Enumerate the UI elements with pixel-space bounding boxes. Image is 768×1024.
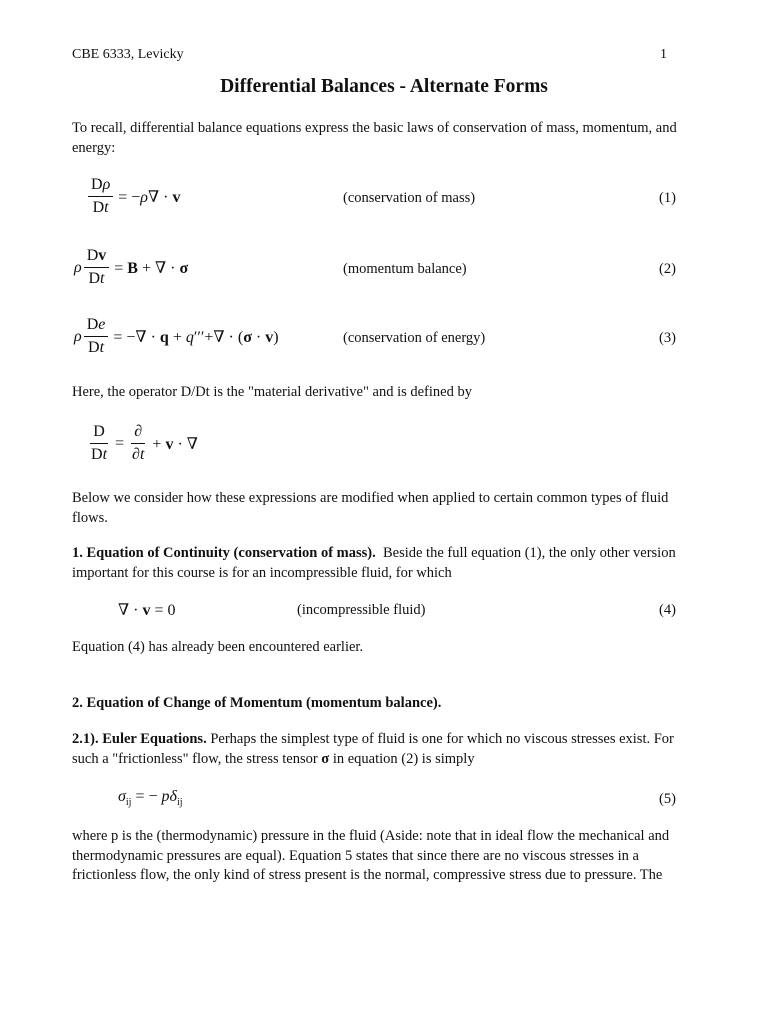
final-paragraph: where p is the (thermodynamic) pressure in the fluid (Aside: note that in ideal flow the mechanical and thermodynamic pressures are equal). Equation 5 states that since there are no viscous stresses in a frictionless flow, the only kind of stress present is the normal, compressive stress due to pressure. The xyxy=(72,828,670,883)
eq4-number: (4) xyxy=(659,602,676,618)
eq2-label: (momentum balance) xyxy=(343,261,467,277)
page-title: Differential Balances - Alternate Forms xyxy=(220,76,548,97)
fluid-flows-paragraph: Below we consider how these expressions are modified when applied to certain common types of fluid flows. xyxy=(72,490,669,526)
equation-energy: ρ $\frac{De}{Dt}$ = −∇ · q + q′′′+∇ · (σ · v) xyxy=(74,316,279,356)
fraction: $\frac{Dv}{Dt}$ xyxy=(84,247,110,288)
fraction: $\frac{D}{Dt}$ xyxy=(91,423,108,463)
eq3-label: (conservation of energy) xyxy=(343,330,486,346)
page-number: 1 xyxy=(660,47,667,62)
section-2-1-heading: 2.1). Euler Equations. xyxy=(72,731,207,747)
course-header: CBE 6333, Levicky xyxy=(72,47,184,62)
eq3-number: (3) xyxy=(659,330,676,346)
eq1-label: (conservation of mass) xyxy=(343,190,476,206)
sigma-symbol: σ xyxy=(321,750,330,767)
section-2-1-text-a: Perhaps the simplest type of fluid is one for which no viscous stresses exist. For such a "frictionless" flow, the stress tensor xyxy=(72,731,674,767)
section-2-1-text-b: in equation (2) is simply xyxy=(332,750,475,767)
material-derivative-text: Here, the operator D/Dt is the "material derivative" and is defined by xyxy=(72,384,472,400)
eq4-label: (incompressible fluid) xyxy=(297,602,426,618)
eq4-note: Equation (4) has already been encountered earlier. xyxy=(72,639,364,655)
section-1-text: Beside the full equation (1), the only other version important for this course is for an incompressible fluid, for which xyxy=(72,545,676,581)
section-2-heading: 2. Equation of Change of Momentum (momentum balance). xyxy=(72,695,442,711)
equation-incompressible: ∇ · v = 0 xyxy=(118,602,176,619)
material-derivative-definition: $\frac{D}{Dt}$ = $\frac{\partial}{\partial t}$ + v · ∇ xyxy=(86,423,201,464)
fraction: $\frac{D\rho}{Dt}$ xyxy=(88,176,113,217)
fraction: $\frac{\partial}{\partial t}$ xyxy=(132,423,145,463)
fraction: $\frac{De}{Dt}$ xyxy=(84,316,109,357)
continuity-paragraph xyxy=(72,544,702,583)
euler-paragraph xyxy=(72,730,702,769)
section-1-heading: 1. Equation of Continuity (conservation of mass). xyxy=(72,545,376,561)
equation-stress: $\sigma_{ij}$ = − $p\delta_{ij}$ xyxy=(118,788,183,809)
eq5-number: (5) xyxy=(659,791,676,807)
eq2-number: (2) xyxy=(659,261,676,277)
equation-mass: $\frac{D\rho}{Dt}$ = −ρ∇ · v xyxy=(86,176,183,217)
equation-momentum: ρ $\frac{Dv}{Dt}$ = B + ∇ · σ xyxy=(74,247,189,287)
intro-paragraph: To recall, differential balance equations express the basic laws of conservation of mass, momentum, and energy: xyxy=(72,120,677,156)
eq1-number: (1) xyxy=(659,190,676,206)
